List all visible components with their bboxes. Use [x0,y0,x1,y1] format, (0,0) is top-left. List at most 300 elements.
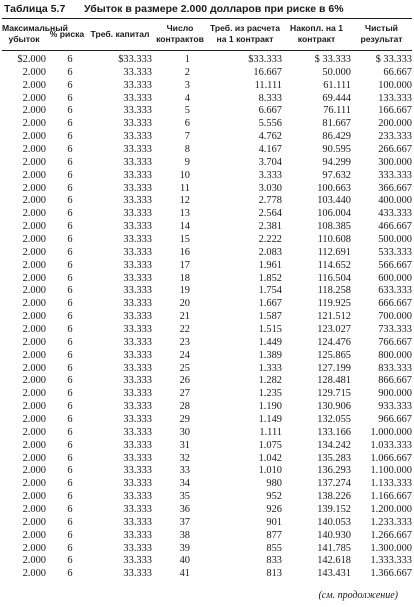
cell-accumulated-per-contract: 97.632 [322,169,351,181]
cell-risk-percent: 6 [67,491,73,503]
cell-max-loss: $2.000 [17,53,46,65]
cell-required-capital: 33.333 [123,285,152,297]
cell-max-loss: 2.000 [22,118,46,130]
cell-required-capital: 33.333 [123,259,152,271]
cell-contracts: 24 [179,349,190,361]
cell-risk-percent: 6 [67,259,73,271]
cell-contracts: 25 [179,362,190,374]
cell-contracts: 40 [179,555,190,567]
cell-risk-percent: 6 [67,208,73,220]
cell-max-loss: 2.000 [22,439,46,451]
cell-required-capital: 33.333 [123,118,152,130]
cell-max-loss: 2.000 [22,529,46,541]
cell-max-loss: 2.000 [22,285,46,297]
cell-net-result: 466.667 [378,221,412,233]
cell-required-capital: 33.333 [123,401,152,413]
cell-net-result: 166.667 [378,105,412,117]
cell-contracts: 11 [179,182,190,194]
table-row [2,555,412,568]
cell-required-per-contract: 5.556 [258,118,282,130]
cell-max-loss: 2.000 [22,504,46,515]
cell-net-result: 100.000 [378,79,412,91]
cell-required-per-contract: 2.778 [258,195,282,207]
cell-contracts: 23 [179,336,190,348]
table-row [2,529,412,542]
cell-net-result: 1.000.000 [370,426,412,438]
header-contracts: Число контрактов [156,23,204,44]
cell-required-per-contract: 1.075 [258,439,282,451]
cell-required-per-contract: 1.235 [258,388,282,400]
cell-net-result: 800.000 [378,349,412,361]
cell-net-result: 966.667 [378,413,412,425]
cell-risk-percent: 6 [67,568,73,580]
cell-risk-percent: 6 [67,465,73,477]
cell-required-per-contract: 1.111 [259,426,282,438]
table-row [2,490,412,503]
cell-contracts: 39 [179,542,190,554]
cell-risk-percent: 6 [67,105,73,117]
table-row [2,439,412,452]
cell-required-per-contract: 4.762 [258,131,282,143]
cell-required-capital: 33.333 [123,143,152,155]
cell-required-capital: 33.333 [123,131,152,143]
cell-risk-percent: 6 [67,478,73,490]
table-row [2,220,412,233]
cell-accumulated-per-contract: 108.385 [317,221,351,233]
cell-max-loss: 2.000 [22,143,46,155]
cell-accumulated-per-contract: 132.055 [317,413,351,425]
cell-contracts: 41 [179,568,190,580]
cell-contracts: 22 [179,323,190,335]
cell-risk-percent: 6 [67,118,73,130]
cell-required-capital: $33.333 [118,53,152,65]
cell-max-loss: 2.000 [22,542,46,554]
cell-contracts: 35 [179,491,190,503]
cell-contracts: 36 [179,504,190,515]
cell-net-result: 566.667 [378,259,412,271]
cell-required-per-contract: 4.167 [258,143,282,155]
cell-risk-percent: 6 [67,504,73,515]
cell-required-per-contract: 2.083 [258,246,282,258]
cell-required-capital: 33.333 [123,79,152,91]
table-body [2,53,412,580]
table-row [2,400,412,413]
cell-required-per-contract: 1.333 [258,362,282,374]
cell-required-per-contract: $33.333 [248,53,282,65]
cell-net-result: 1.066.667 [370,452,412,464]
cell-required-per-contract: 1.449 [258,336,282,348]
cell-risk-percent: 6 [67,349,73,361]
cell-required-capital: 33.333 [123,491,152,503]
header-required-per-contract: Треб. из расчета на 1 контракт [209,23,281,44]
cell-net-result: 933.333 [378,401,412,413]
cell-contracts: 18 [179,272,190,284]
cell-accumulated-per-contract: 110.608 [317,233,351,245]
cell-required-per-contract: 6.667 [258,105,282,117]
cell-max-loss: 2.000 [22,375,46,387]
cell-net-result: 1.300.000 [370,542,412,554]
cell-max-loss: 2.000 [22,465,46,477]
cell-required-capital: 33.333 [123,323,152,335]
cell-required-capital: 33.333 [123,426,152,438]
cell-max-loss: 2.000 [22,516,46,528]
cell-net-result: 1.366.667 [370,568,412,580]
cell-accumulated-per-contract: 106.004 [317,208,351,220]
table-row [2,503,412,516]
cell-accumulated-per-contract: 140.930 [317,529,351,541]
cell-required-per-contract: 2.564 [258,208,282,220]
cell-required-per-contract: 877 [266,529,282,541]
table-row [2,297,412,310]
cell-max-loss: 2.000 [22,195,46,207]
cell-accumulated-per-contract: 124.476 [317,336,351,348]
cell-required-per-contract: 901 [266,516,282,528]
cell-net-result: 633.333 [378,285,412,297]
cell-contracts: 17 [179,259,190,271]
cell-net-result: 766.667 [378,336,412,348]
cell-net-result: 400.000 [378,195,412,207]
table-row [2,194,412,207]
cell-accumulated-per-contract: 94.299 [322,156,351,168]
cell-max-loss: 2.000 [22,388,46,400]
header-accumulated-per-contract: Накопл. на 1 контракт [290,23,343,44]
cell-required-capital: 33.333 [123,169,152,181]
cell-risk-percent: 6 [67,298,73,310]
cell-contracts: 5 [184,105,190,117]
table-row [2,79,412,92]
cell-net-result: $ 33.333 [375,53,412,65]
table-row [2,452,412,465]
cell-max-loss: 2.000 [22,182,46,194]
cell-risk-percent: 6 [67,362,73,374]
table-number: Таблица 5.7 [4,3,66,15]
cell-risk-percent: 6 [67,66,73,78]
cell-accumulated-per-contract: 125.865 [317,349,351,361]
cell-required-capital: 33.333 [123,66,152,78]
cell-contracts: 8 [184,143,190,155]
header-bottom-rule [2,50,412,51]
cell-required-capital: 33.333 [123,465,152,477]
cell-max-loss: 2.000 [22,79,46,91]
cell-risk-percent: 6 [67,169,73,181]
cell-required-capital: 33.333 [123,272,152,284]
cell-risk-percent: 6 [67,529,73,541]
table-header [2,19,412,49]
cell-required-per-contract: 1.282 [258,375,282,387]
cell-net-result: 366.667 [378,182,412,194]
cell-required-capital: 33.333 [123,156,152,168]
cell-accumulated-per-contract: 134.242 [317,439,351,451]
cell-net-result: 1.133.333 [370,478,412,490]
cell-required-capital: 33.333 [123,568,152,580]
cell-accumulated-per-contract: 118.258 [317,285,351,297]
cell-net-result: 133.333 [378,92,412,104]
table-row [2,143,412,156]
cell-risk-percent: 6 [67,272,73,284]
cell-risk-percent: 6 [67,92,73,104]
cell-required-per-contract: 1.042 [258,452,282,464]
cell-risk-percent: 6 [67,413,73,425]
cell-risk-percent: 6 [67,143,73,155]
cell-net-result: 66.667 [383,66,412,78]
cell-net-result: 233.333 [378,131,412,143]
cell-required-capital: 33.333 [123,233,152,245]
cell-required-capital: 33.333 [123,208,152,220]
cell-accumulated-per-contract: 50.000 [322,66,351,78]
table-row [2,53,412,66]
cell-max-loss: 2.000 [22,259,46,271]
cell-net-result: 700.000 [378,311,412,323]
table-row [2,207,412,220]
cell-risk-percent: 6 [67,452,73,464]
cell-risk-percent: 6 [67,555,73,567]
cell-accumulated-per-contract: 76.111 [323,105,351,117]
cell-risk-percent: 6 [67,285,73,297]
cell-accumulated-per-contract: $ 33.333 [314,53,351,65]
cell-contracts: 2 [184,66,190,78]
table-row [2,349,412,362]
cell-contracts: 9 [184,156,190,168]
cell-required-capital: 33.333 [123,92,152,104]
cell-accumulated-per-contract: 119.925 [317,298,351,310]
table-row [2,387,412,400]
cell-accumulated-per-contract: 143.431 [317,568,351,580]
cell-net-result: 666.667 [378,298,412,310]
cell-max-loss: 2.000 [22,491,46,503]
cell-accumulated-per-contract: 61.111 [323,79,351,91]
cell-required-capital: 33.333 [123,195,152,207]
cell-net-result: 500.000 [378,233,412,245]
cell-net-result: 733.333 [378,323,412,335]
table-row [2,182,412,195]
header-risk-percent: % риска [49,28,85,39]
cell-required-per-contract: 8.333 [258,92,282,104]
cell-required-per-contract: 3.030 [258,182,282,194]
cell-risk-percent: 6 [67,246,73,258]
table-row [2,233,412,246]
cell-contracts: 7 [184,131,190,143]
cell-required-capital: 33.333 [123,516,152,528]
cell-net-result: 300.000 [378,156,412,168]
cell-net-result: 833.333 [378,362,412,374]
cell-net-result: 1.333.333 [370,555,412,567]
table-row [2,426,412,439]
cell-net-result: 200.000 [378,118,412,130]
cell-required-per-contract: 1.515 [258,323,282,335]
cell-max-loss: 2.000 [22,452,46,464]
cell-risk-percent: 6 [67,311,73,323]
cell-max-loss: 2.000 [22,92,46,104]
cell-required-per-contract: 1.852 [258,272,282,284]
cell-risk-percent: 6 [67,182,73,194]
table-row [2,323,412,336]
cell-contracts: 12 [179,195,190,207]
table-row [2,362,412,375]
cell-contracts: 34 [179,478,190,490]
table-row [2,284,412,297]
cell-required-per-contract: 1.190 [258,401,282,413]
cell-contracts: 20 [179,298,190,310]
cell-risk-percent: 6 [67,156,73,168]
cell-contracts: 32 [179,452,190,464]
cell-required-capital: 33.333 [123,221,152,233]
cell-net-result: 600.000 [378,272,412,284]
cell-max-loss: 2.000 [22,131,46,143]
cell-contracts: 29 [179,413,190,425]
cell-required-per-contract: 833 [266,555,282,567]
cell-contracts: 28 [179,401,190,413]
table-row [2,374,412,387]
cell-contracts: 4 [184,92,190,104]
cell-accumulated-per-contract: 139.152 [317,504,351,515]
cell-risk-percent: 6 [67,375,73,387]
cell-max-loss: 2.000 [22,221,46,233]
cell-max-loss: 2.000 [22,311,46,323]
cell-required-per-contract: 952 [266,491,282,503]
cell-risk-percent: 6 [67,323,73,335]
cell-max-loss: 2.000 [22,105,46,117]
cell-accumulated-per-contract: 128.481 [317,375,351,387]
cell-risk-percent: 6 [67,388,73,400]
cell-required-per-contract: 2.222 [258,233,282,245]
cell-required-capital: 33.333 [123,478,152,490]
cell-net-result: 1.266.667 [370,529,412,541]
cell-required-capital: 33.333 [123,362,152,374]
cell-risk-percent: 6 [67,221,73,233]
cell-contracts: 14 [179,221,190,233]
cell-required-capital: 33.333 [123,182,152,194]
table-row [2,156,412,169]
cell-contracts: 3 [184,79,190,91]
cell-max-loss: 2.000 [22,426,46,438]
cell-max-loss: 2.000 [22,208,46,220]
cell-max-loss: 2.000 [22,349,46,361]
cell-net-result: 900.000 [378,388,412,400]
cell-required-capital: 33.333 [123,504,152,515]
cell-net-result: 333.333 [378,169,412,181]
cell-contracts: 6 [184,118,190,130]
cell-required-capital: 33.333 [123,388,152,400]
cell-required-per-contract: 1.667 [258,298,282,310]
cell-max-loss: 2.000 [22,478,46,490]
cell-required-capital: 33.333 [123,555,152,567]
cell-accumulated-per-contract: 140.053 [317,516,351,528]
cell-accumulated-per-contract: 136.293 [317,465,351,477]
cell-max-loss: 2.000 [22,272,46,284]
cell-required-per-contract: 1.754 [258,285,282,297]
cell-max-loss: 2.000 [22,568,46,580]
cell-net-result: 1.200.000 [370,504,412,515]
cell-accumulated-per-contract: 133.166 [317,426,351,438]
cell-accumulated-per-contract: 138.226 [317,491,351,503]
cell-max-loss: 2.000 [22,401,46,413]
table-row [2,246,412,259]
cell-required-capital: 33.333 [123,375,152,387]
cell-risk-percent: 6 [67,542,73,554]
cell-accumulated-per-contract: 123.027 [317,323,351,335]
table-row [2,272,412,285]
cell-contracts: 1 [184,53,190,65]
cell-max-loss: 2.000 [22,169,46,181]
cell-risk-percent: 6 [67,195,73,207]
cell-required-capital: 33.333 [123,439,152,451]
cell-risk-percent: 6 [67,426,73,438]
cell-contracts: 15 [179,233,190,245]
cell-net-result: 1.166.667 [370,491,412,503]
cell-required-per-contract: 813 [266,568,282,580]
header-net-result: Чистый результат [360,23,403,44]
cell-contracts: 31 [179,439,190,451]
cell-accumulated-per-contract: 135.283 [317,452,351,464]
cell-max-loss: 2.000 [22,66,46,78]
cell-accumulated-per-contract: 127.199 [317,362,351,374]
cell-risk-percent: 6 [67,131,73,143]
cell-net-result: 866.667 [378,375,412,387]
cell-required-per-contract: 1.389 [258,349,282,361]
table-row [2,465,412,478]
cell-required-per-contract: 11.111 [254,79,282,91]
continued-note: (см. продолжение) [318,590,398,601]
cell-accumulated-per-contract: 90.595 [322,143,351,155]
table-row [2,259,412,272]
cell-accumulated-per-contract: 100.663 [317,182,351,194]
table-row [2,413,412,426]
cell-contracts: 38 [179,529,190,541]
cell-required-capital: 33.333 [123,452,152,464]
cell-contracts: 26 [179,375,190,387]
cell-accumulated-per-contract: 116.504 [317,272,351,284]
cell-max-loss: 2.000 [22,233,46,245]
cell-risk-percent: 6 [67,233,73,245]
table-row [2,310,412,323]
cell-net-result: 1.233.333 [370,516,412,528]
cell-max-loss: 2.000 [22,323,46,335]
cell-required-capital: 33.333 [123,542,152,554]
cell-required-per-contract: 16.667 [253,66,282,78]
cell-contracts: 16 [179,246,190,258]
cell-accumulated-per-contract: 81.667 [322,118,351,130]
header-required-capital: Треб. капитал [90,28,150,39]
cell-contracts: 27 [179,388,190,400]
cell-risk-percent: 6 [67,439,73,451]
table-row [2,66,412,79]
cell-net-result: 533.333 [378,246,412,258]
cell-net-result: 433.333 [378,208,412,220]
cell-required-per-contract: 855 [266,542,282,554]
cell-required-capital: 33.333 [123,311,152,323]
cell-contracts: 30 [179,426,190,438]
cell-accumulated-per-contract: 137.274 [317,478,351,490]
cell-accumulated-per-contract: 142.618 [317,555,351,567]
cell-accumulated-per-contract: 69.444 [322,92,351,104]
cell-net-result: 1.100.000 [370,465,412,477]
cell-risk-percent: 6 [67,336,73,348]
cell-net-result: 266.667 [378,143,412,155]
table-title [4,2,410,16]
table-row [2,516,412,529]
cell-required-per-contract: 2.381 [258,221,282,233]
table-row [2,130,412,143]
cell-risk-percent: 6 [67,79,73,91]
table-row [2,567,412,580]
cell-max-loss: 2.000 [22,336,46,348]
cell-max-loss: 2.000 [22,555,46,567]
header-max-loss: Максимальный убыток [2,23,68,44]
table-row [2,104,412,117]
cell-risk-percent: 6 [67,516,73,528]
table-row [2,336,412,349]
cell-contracts: 37 [179,516,190,528]
